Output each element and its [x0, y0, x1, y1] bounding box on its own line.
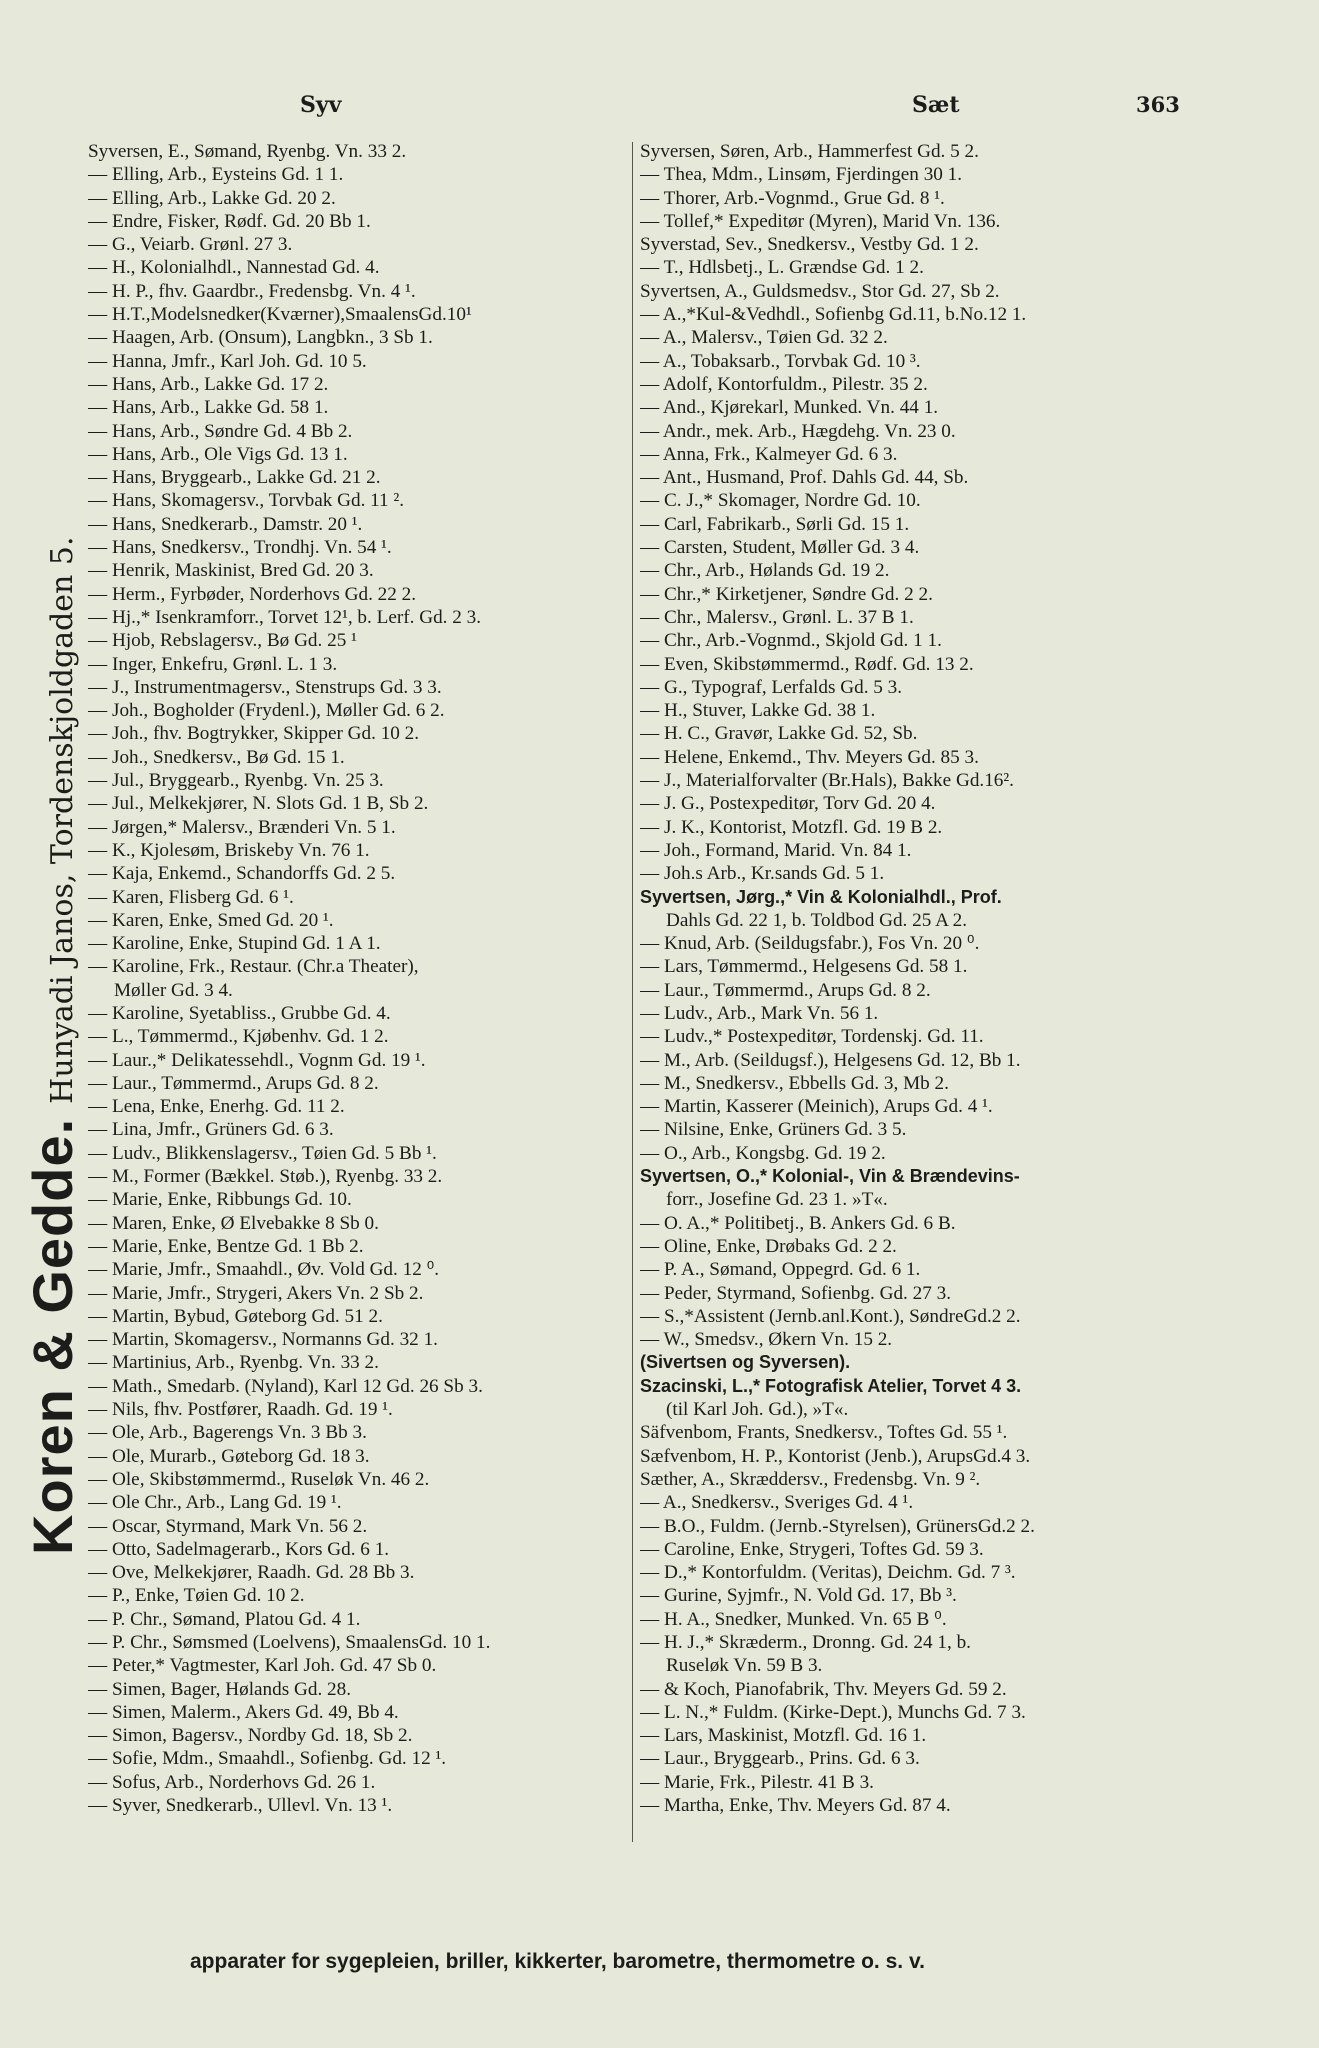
directory-entry: — Karoline, Syetabliss., Grubbe Gd. 4. [88, 1002, 391, 1024]
directory-entry: — Sofus, Arb., Norderhovs Gd. 26 1. [88, 1771, 376, 1793]
directory-entry: (Sivertsen og Syversen). [640, 1352, 851, 1373]
directory-entry: — H.T.,Modelsnedker(Kværner),SmaalensGd.10¹ [88, 304, 472, 326]
directory-entry: — A., Snedkersv., Sveriges Gd. 4 ¹. [640, 1492, 914, 1514]
directory-entry: — Kaja, Enkemd., Schandorffs Gd. 2 5. [88, 863, 396, 885]
directory-entry: — Karoline, Enke, Stupind Gd. 1 A 1. [88, 933, 381, 955]
directory-entry: — Hans, Bryggearb., Lakke Gd. 21 2. [88, 467, 381, 489]
directory-entry: — Henrik, Maskinist, Bred Gd. 20 3. [88, 560, 374, 582]
directory-entry: — Karoline, Frk., Restaur. (Chr.a Theater), [88, 956, 419, 978]
directory-entry: — Jørgen,* Malersv., Brænderi Vn. 5 1. [88, 816, 396, 838]
directory-entry: — Ole Chr., Arb., Lang Gd. 19 ¹. [88, 1492, 342, 1514]
directory-entry: — H. A., Snedker, Munked. Vn. 65 B ⁰. [640, 1608, 947, 1630]
directory-entry: — Hans, Snedkersv., Trondhj. Vn. 54 ¹. [88, 537, 392, 559]
directory-entry: — Nils, fhv. Postfører, Raadh. Gd. 19 ¹. [88, 1399, 393, 1421]
column-divider [632, 142, 633, 1842]
right-column [640, 140, 1280, 2030]
directory-entry: — Chr., Arb.-Vognmd., Skjold Gd. 1 1. [640, 630, 942, 652]
directory-entry: — O. A.,* Politibetj., B. Ankers Gd. 6 B. [640, 1212, 956, 1234]
side-advertisement [20, 536, 85, 1555]
page-number: 363 [1136, 92, 1180, 117]
directory-entry: — Oline, Enke, Drøbaks Gd. 2 2. [640, 1235, 897, 1257]
directory-entry: — Ove, Melkekjører, Raadh. Gd. 28 Bb 3. [88, 1562, 415, 1584]
directory-entry: — W., Smedsv., Økern Vn. 15 2. [640, 1329, 893, 1351]
directory-entry: (til Karl Joh. Gd.), »T«. [666, 1399, 849, 1421]
directory-entry: — Simon, Bagersv., Nordby Gd. 18, Sb 2. [88, 1725, 413, 1747]
directory-entry: — Simen, Bager, Hølands Gd. 28. [88, 1678, 352, 1700]
directory-entry: — Hans, Arb., Ole Vigs Gd. 13 1. [88, 443, 348, 465]
directory-entry: — Ant., Husmand, Prof. Dahls Gd. 44, Sb. [640, 467, 969, 489]
directory-entry: — Marie, Enke, Ribbungs Gd. 10. [88, 1189, 352, 1211]
directory-entry: — D.,* Kontorfuldm. (Veritas), Deichm. Gd. 7 ³. [640, 1562, 1016, 1584]
directory-entry: — Chr., Arb., Hølands Gd. 19 2. [640, 560, 890, 582]
directory-entry: — Hans, Arb., Lakke Gd. 58 1. [88, 397, 329, 419]
directory-entry: — Sofie, Mdm., Smaahdl., Sofienbg. Gd. 12 ¹. [88, 1748, 447, 1770]
directory-entry: — O., Arb., Kongsbg. Gd. 19 2. [640, 1142, 886, 1164]
directory-entry: — Syver, Snedkerarb., Ullevl. Vn. 13 ¹. [88, 1795, 393, 1817]
directory-entry: — Laur., Bryggearb., Prins. Gd. 6 3. [640, 1748, 920, 1770]
directory-entry: — Jul., Melkekjører, N. Slots Gd. 1 B, Sb 2. [88, 793, 429, 815]
directory-entry: — B.O., Fuldm. (Jernb.-Styrelsen), GrünersGd.2 2. [640, 1515, 1035, 1537]
directory-entry: — L., Tømmermd., Kjøbenhv. Gd. 1 2. [88, 1026, 389, 1048]
side-advert-address: Hunyadi Janos, Tordenskjoldgaden 5. [45, 536, 80, 1104]
directory-entry: — Ole, Arb., Bagerengs Vn. 3 Bb 3. [88, 1422, 367, 1444]
directory-entry: — H. J.,* Skræderm., Dronng. Gd. 24 1, b. [640, 1632, 971, 1653]
directory-entry: — Thorer, Arb.-Vognmd., Grue Gd. 8 ¹. [640, 187, 945, 209]
directory-entry: — Joh., Formand, Marid. Vn. 84 1. [640, 839, 912, 861]
directory-entry: — Hans, Skomagersv., Torvbak Gd. 11 ². [88, 490, 404, 512]
directory-entry: Syverstad, Sev., Snedkersv., Vestby Gd. 1 2. [640, 234, 979, 256]
header-left-keyword: Syv [300, 92, 342, 118]
directory-entry: — Nilsine, Enke, Grüners Gd. 3 5. [640, 1119, 907, 1141]
directory-entry: — A.,*Kul-&Vedhdl., Sofienbg Gd.11, b.No.12 1. [640, 304, 1027, 326]
directory-entry: — S.,*Assistent (Jernb.anl.Kont.), SøndreGd.2 2. [640, 1305, 1021, 1327]
directory-entry: Syvertsen, O.,* Kolonial-, Vin & Brændevins- [640, 1166, 1020, 1187]
directory-entry: Ruseløk Vn. 59 B 3. [666, 1655, 823, 1677]
directory-entry: — Herm., Fyrbøder, Norderhovs Gd. 22 2. [88, 583, 417, 605]
header-right-keyword: Sæt [912, 92, 960, 118]
directory-entry: — Maren, Enke, Ø Elvebakke 8 Sb 0. [88, 1212, 379, 1234]
directory-entry: — Hans, Arb., Lakke Gd. 17 2. [88, 373, 329, 395]
directory-entry: — Hans, Arb., Søndre Gd. 4 Bb 2. [88, 420, 353, 442]
directory-entry: Syversen, E., Sømand, Ryenbg. Vn. 33 2. [88, 141, 407, 162]
directory-entry: — J. K., Kontorist, Motzfl. Gd. 19 B 2. [640, 816, 943, 838]
directory-entry: — Marie, Jmfr., Smaahdl., Øv. Vold Gd. 12 ⁰. [88, 1259, 440, 1281]
directory-entry: — Elling, Arb., Eysteins Gd. 1 1. [88, 164, 344, 186]
directory-entry: Szacinski, L.,* Fotografisk Atelier, Torvet 4 3. [640, 1375, 1022, 1396]
directory-entry: — Martin, Skomagersv., Normanns Gd. 32 1. [88, 1329, 438, 1351]
directory-entry: — H. P., fhv. Gaardbr., Fredensbg. Vn. 4 ¹. [88, 280, 416, 302]
footer-advert: apparater for sygepleien, briller, kikkerter, barometre, thermometre o. s. v. [190, 1950, 925, 1973]
directory-entry: — Joh.s Arb., Kr.sands Gd. 5 1. [640, 863, 885, 885]
directory-entry: — Marie, Enke, Bentze Gd. 1 Bb 2. [88, 1235, 364, 1257]
directory-entry: — Anna, Frk., Kalmeyer Gd. 6 3. [640, 443, 898, 465]
directory-entry: Møller Gd. 3 4. [114, 979, 233, 1001]
directory-entry: — Carl, Fabrikarb., Sørli Gd. 15 1. [640, 513, 910, 535]
directory-entry: — Lars, Tømmermd., Helgesens Gd. 58 1. [640, 956, 968, 978]
directory-entry: — Laur.,* Delikatessehdl., Vognm Gd. 19 ¹. [88, 1049, 426, 1071]
directory-entry: — Hjob, Rebslagersv., Bø Gd. 25 ¹ [88, 630, 357, 652]
left-column [88, 140, 636, 2030]
directory-entry: — Tollef,* Expeditør (Myren), Marid Vn. 136. [640, 210, 1001, 232]
directory-entry: — P. Chr., Sømand, Platou Gd. 4 1. [88, 1608, 361, 1630]
directory-entry: — P. A., Sømand, Oppegrd. Gd. 6 1. [640, 1259, 921, 1281]
directory-entry: — Martinius, Arb., Ryenbg. Vn. 33 2. [88, 1352, 379, 1374]
directory-entry: — & Koch, Pianofabrik, Thv. Meyers Gd. 59 2. [640, 1678, 1007, 1700]
directory-entry: — Laur., Tømmermd., Arups Gd. 8 2. [88, 1072, 379, 1094]
directory-entry: — Hj.,* Isenkramforr., Torvet 12¹, b. Lerf. Gd. 2 3. [88, 606, 482, 628]
directory-entry: forr., Josefine Gd. 23 1. »T«. [666, 1189, 888, 1211]
directory-entry: — And., Kjørekarl, Munked. Vn. 44 1. [640, 397, 939, 419]
directory-entry: — Ludv., Arb., Mark Vn. 56 1. [640, 1002, 879, 1024]
directory-entry: — Gurine, Syjmfr., N. Vold Gd. 17, Bb ³. [640, 1585, 957, 1607]
directory-entry: — H., Kolonialhdl., Nannestad Gd. 4. [88, 257, 380, 279]
directory-entry: — Ole, Murarb., Gøteborg Gd. 18 3. [88, 1445, 370, 1467]
directory-entry: — A., Malersv., Tøien Gd. 32 2. [640, 327, 888, 349]
directory-entry: — M., Snedkersv., Ebbells Gd. 3, Mb 2. [640, 1072, 949, 1094]
directory-entry: — J., Materialforvalter (Br.Hals), Bakke Gd.16². [640, 770, 1014, 792]
directory-entry: — Marie, Frk., Pilestr. 41 B 3. [640, 1771, 874, 1793]
directory-entry: Säfvenbom, Frants, Snedkersv., Toftes Gd. 55 ¹. [640, 1422, 1008, 1444]
directory-entry: — Peter,* Vagtmester, Karl Joh. Gd. 47 Sb 0. [88, 1655, 437, 1677]
directory-entry: — P., Enke, Tøien Gd. 10 2. [88, 1585, 305, 1607]
directory-entry: — J., Instrumentmagersv., Stenstrups Gd. 3 3. [88, 676, 442, 698]
directory-entry: — Elling, Arb., Lakke Gd. 20 2. [88, 187, 336, 209]
directory-entry: — Peder, Styrmand, Sofienbg. Gd. 27 3. [640, 1282, 951, 1304]
directory-entry: — G., Veiarb. Grønl. 27 3. [88, 234, 293, 256]
directory-entry: — Lena, Enke, Enerhg. Gd. 11 2. [88, 1096, 345, 1118]
directory-entry: — Jul., Bryggearb., Ryenbg. Vn. 25 3. [88, 770, 384, 792]
directory-entry: Dahls Gd. 22 1, b. Toldbod Gd. 25 A 2. [666, 909, 968, 931]
directory-entry: — Martha, Enke, Thv. Meyers Gd. 87 4. [640, 1795, 951, 1817]
directory-entry: — Ole, Skibstømmermd., Ruseløk Vn. 46 2. [88, 1468, 430, 1490]
directory-entry: — Helene, Enkemd., Thv. Meyers Gd. 85 3. [640, 746, 979, 768]
directory-entry: — Marie, Jmfr., Strygeri, Akers Vn. 2 Sb 2. [88, 1282, 424, 1304]
directory-entry: — A., Tobaksarb., Torvbak Gd. 10 ³. [640, 350, 921, 372]
directory-entry: — Joh., Bogholder (Frydenl.), Møller Gd. 6 2. [88, 700, 445, 722]
directory-entry: — Oscar, Styrmand, Mark Vn. 56 2. [88, 1515, 368, 1537]
directory-entry: — Hanna, Jmfr., Karl Joh. Gd. 10 5. [88, 350, 367, 372]
directory-entry: — J. G., Postexpeditør, Torv Gd. 20 4. [640, 793, 936, 815]
directory-entry: — Andr., mek. Arb., Hægdehg. Vn. 23 0. [640, 420, 956, 442]
directory-entry: Syversen, Søren, Arb., Hammerfest Gd. 5 2. [640, 141, 979, 162]
directory-entry: — Karen, Flisberg Gd. 6 ¹. [88, 886, 294, 908]
directory-entry: — Ludv., Blikkenslagersv., Tøien Gd. 5 Bb ¹. [88, 1142, 437, 1164]
directory-entry: — G., Typograf, Lerfalds Gd. 5 3. [640, 676, 903, 698]
directory-entry: — M., Former (Bækkel. Støb.), Ryenbg. 33 2. [88, 1166, 443, 1188]
directory-entry: — Joh., fhv. Bogtrykker, Skipper Gd. 10 2. [88, 723, 420, 745]
directory-entry: — Karen, Enke, Smed Gd. 20 ¹. [88, 909, 334, 931]
directory-entry: Syvertsen, Jørg.,* Vin & Kolonialhdl., Prof. [640, 886, 1002, 907]
directory-entry: — Simen, Malerm., Akers Gd. 49, Bb 4. [88, 1701, 399, 1723]
side-advert-brand: Koren & Gedde. [21, 1117, 84, 1555]
directory-entry: — Thea, Mdm., Linsøm, Fjerdingen 30 1. [640, 164, 963, 186]
directory-entry: — Even, Skibstømmermd., Rødf. Gd. 13 2. [640, 653, 974, 675]
directory-entry: — M., Arb. (Seildugsf.), Helgesens Gd. 12, Bb 1. [640, 1049, 1021, 1071]
directory-entry: Sæfvenbom, H. P., Kontorist (Jenb.), ArupsGd.4 3. [640, 1445, 1031, 1467]
directory-entry: — H., Stuver, Lakke Gd. 38 1. [640, 700, 876, 722]
directory-entry: — Adolf, Kontorfuldm., Pilestr. 35 2. [640, 373, 928, 395]
directory-entry: — T., Hdlsbetj., L. Grændse Gd. 1 2. [640, 257, 924, 279]
directory-entry: — Endre, Fisker, Rødf. Gd. 20 Bb 1. [88, 210, 371, 232]
directory-entry: — P. Chr., Sømsmed (Loelvens), SmaalensGd. 10 1. [88, 1632, 491, 1653]
directory-entry: — Chr., Malersv., Grønl. L. 37 B 1. [640, 606, 914, 628]
directory-entry: — Lina, Jmfr., Grüners Gd. 6 3. [88, 1119, 334, 1141]
directory-entry: — Joh., Snedkersv., Bø Gd. 15 1. [88, 746, 345, 768]
directory-entry: Sæther, A., Skræddersv., Fredensbg. Vn. 9 ². [640, 1468, 981, 1490]
directory-entry: — Math., Smedarb. (Nyland), Karl 12 Gd. 26 Sb 3. [88, 1375, 483, 1397]
directory-entry: — Lars, Maskinist, Motzfl. Gd. 16 1. [640, 1725, 927, 1747]
directory-entry: — K., Kjolesøm, Briskeby Vn. 76 1. [88, 839, 370, 861]
directory-entry: — Caroline, Enke, Strygeri, Toftes Gd. 59 3. [640, 1538, 984, 1560]
directory-entry: — L. N.,* Fuldm. (Kirke-Dept.), Munchs Gd. 7 3. [640, 1701, 1026, 1723]
directory-entry: — Knud, Arb. (Seildugsfabr.), Fos Vn. 20 ⁰. [640, 933, 980, 955]
directory-entry: — Carsten, Student, Møller Gd. 3 4. [640, 537, 920, 559]
directory-entry: — C. J.,* Skomager, Nordre Gd. 10. [640, 490, 921, 512]
directory-entry: — Hans, Snedkerarb., Damstr. 20 ¹. [88, 513, 363, 535]
directory-entry: — Haagen, Arb. (Onsum), Langbkn., 3 Sb 1. [88, 327, 433, 349]
directory-entry: — Ludv.,* Postexpeditør, Tordenskj. Gd. 11. [640, 1026, 984, 1048]
directory-entry: — Martin, Bybud, Gøteborg Gd. 51 2. [88, 1305, 383, 1327]
directory-entry: — Chr.,* Kirketjener, Søndre Gd. 2 2. [640, 583, 933, 605]
directory-entry: Syvertsen, A., Guldsmedsv., Stor Gd. 27, Sb 2. [640, 280, 1000, 302]
directory-entry: — Laur., Tømmermd., Arups Gd. 8 2. [640, 979, 931, 1001]
directory-entry: — H. C., Gravør, Lakke Gd. 52, Sb. [640, 723, 918, 745]
directory-entry: — Otto, Sadelmagerarb., Kors Gd. 6 1. [88, 1538, 390, 1560]
directory-entry: — Martin, Kasserer (Meinich), Arups Gd. 4 ¹. [640, 1096, 993, 1118]
directory-entry: — Inger, Enkefru, Grønl. L. 1 3. [88, 653, 338, 675]
